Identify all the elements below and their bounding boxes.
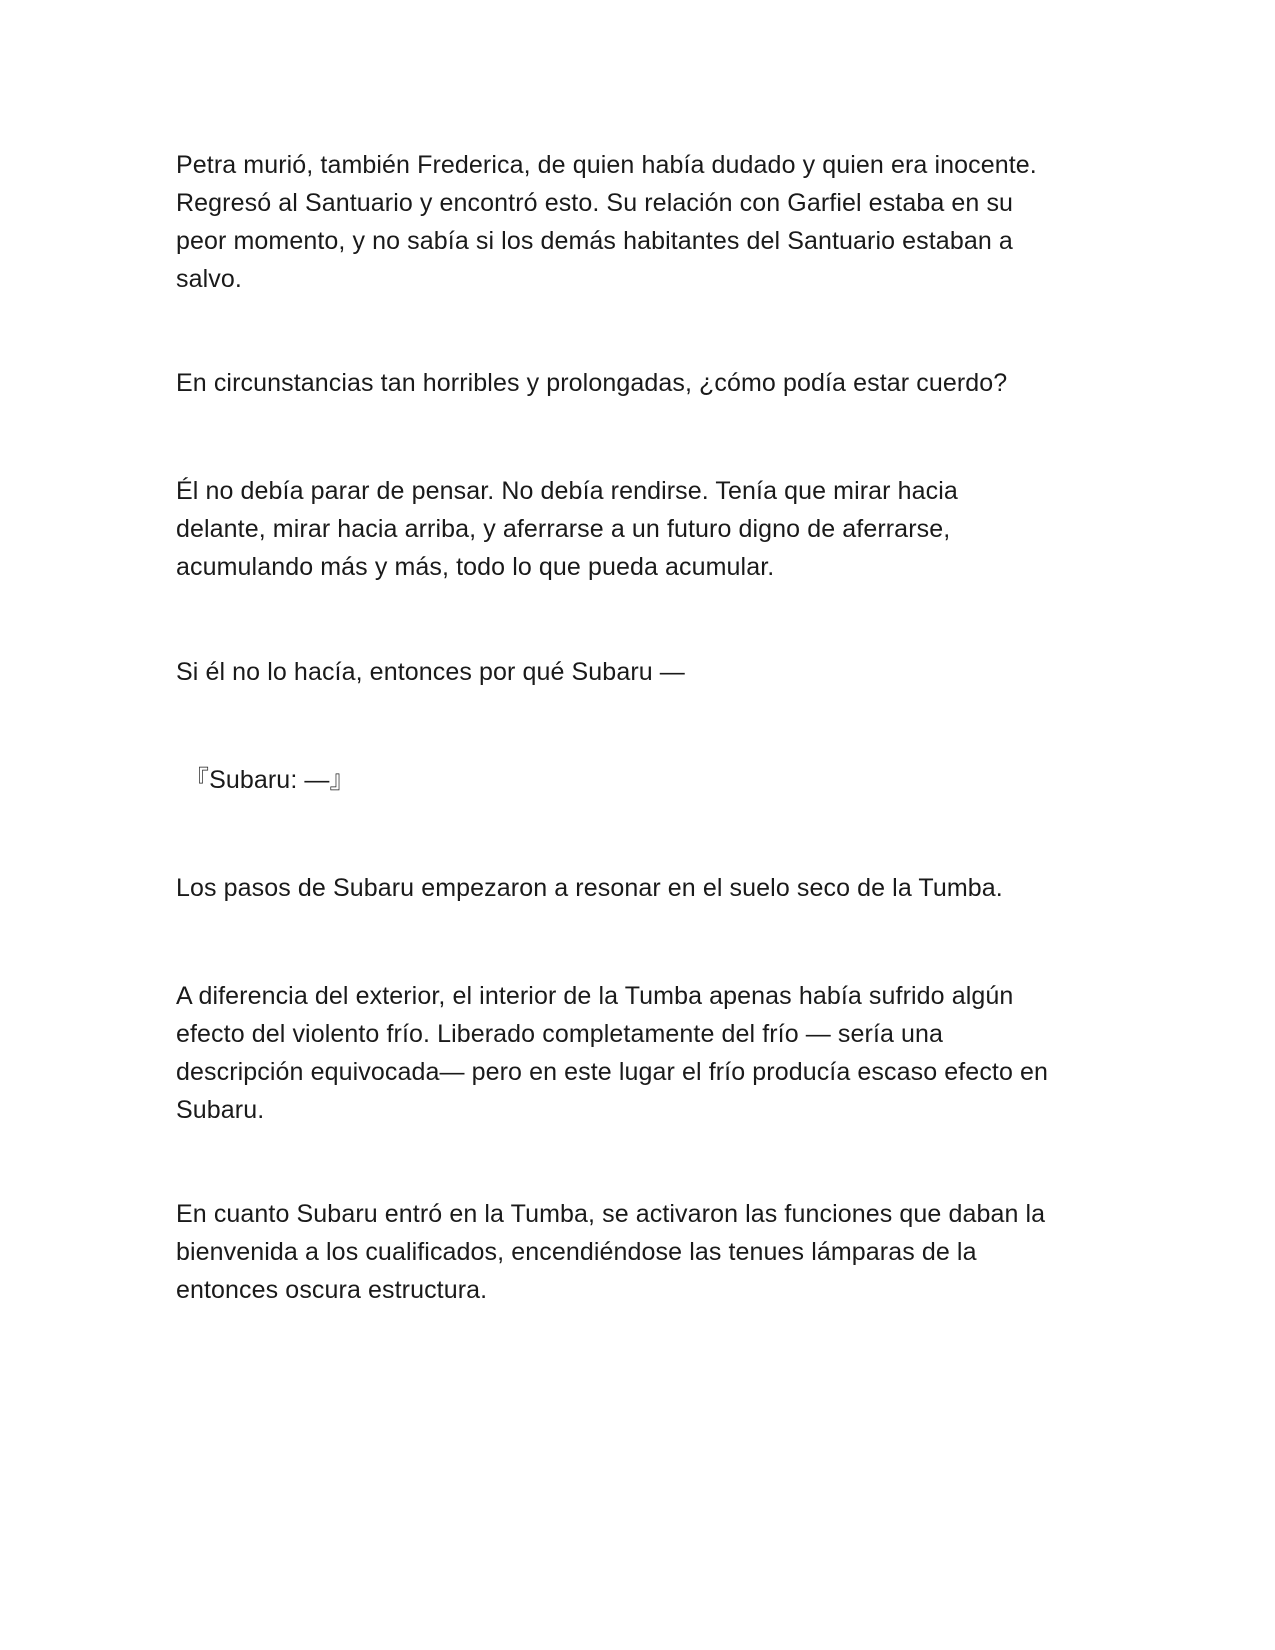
- paragraph-line: A diferencia del exterior, el interior de la Tumba apenas había sufrido algún: [176, 982, 1014, 1010]
- paragraph-no-debia: [176, 472, 1106, 586]
- paragraph-line: delante, mirar hacia arriba, y aferrarse a un futuro digno de aferrarse,: [176, 515, 951, 543]
- paragraph-line: Los pasos de Subaru empezaron a resonar en el suelo seco de la Tumba.: [176, 874, 1003, 902]
- paragraph-line: En cuanto Subaru entró en la Tumba, se activaron las funciones que daban la: [176, 1200, 1046, 1228]
- paragraph-line: descripción equivocada— pero en este lugar el frío producía escaso efecto en: [176, 1058, 1049, 1086]
- paragraph-line: Subaru.: [176, 1096, 265, 1124]
- paragraph-line: Si él no lo hacía, entonces por qué Subaru —: [176, 658, 685, 686]
- paragraph-circunstancias: [176, 364, 1106, 402]
- paragraph-line: salvo.: [176, 265, 242, 293]
- paragraph-line: Petra murió, también Frederica, de quien había dudado y quien era inocente.: [176, 151, 1037, 179]
- paragraph-line: acumulando más y más, todo lo que pueda acumular.: [176, 553, 775, 581]
- paragraph-line: En circunstancias tan horribles y prolongadas, ¿cómo podía estar cuerdo?: [176, 369, 1008, 397]
- paragraph-si-el: [176, 653, 1106, 691]
- paragraph-line: peor momento, y no sabía si los demás habitantes del Santuario estaban a: [176, 227, 1013, 255]
- paragraph-line: bienvenida a los cualificados, encendiéndose las tenues lámparas de la: [176, 1238, 977, 1266]
- paragraph-petra: [176, 146, 1106, 298]
- paragraph-pasos: [176, 869, 1106, 907]
- paragraph-line: efecto del violento frío. Liberado completamente del frío — sería una: [176, 1020, 944, 1048]
- paragraph-diferencia: [176, 977, 1106, 1129]
- dialogue-line: 『Subaru: —』: [184, 766, 355, 794]
- paragraph-line: Él no debía parar de pensar. No debía rendirse. Tenía que mirar hacia: [176, 477, 958, 505]
- paragraph-line: entonces oscura estructura.: [176, 1276, 488, 1304]
- dialogue-subaru: [184, 761, 1114, 799]
- paragraph-line: Regresó al Santuario y encontró esto. Su relación con Garfiel estaba en su: [176, 189, 1014, 217]
- paragraph-en-cuanto: [176, 1195, 1106, 1309]
